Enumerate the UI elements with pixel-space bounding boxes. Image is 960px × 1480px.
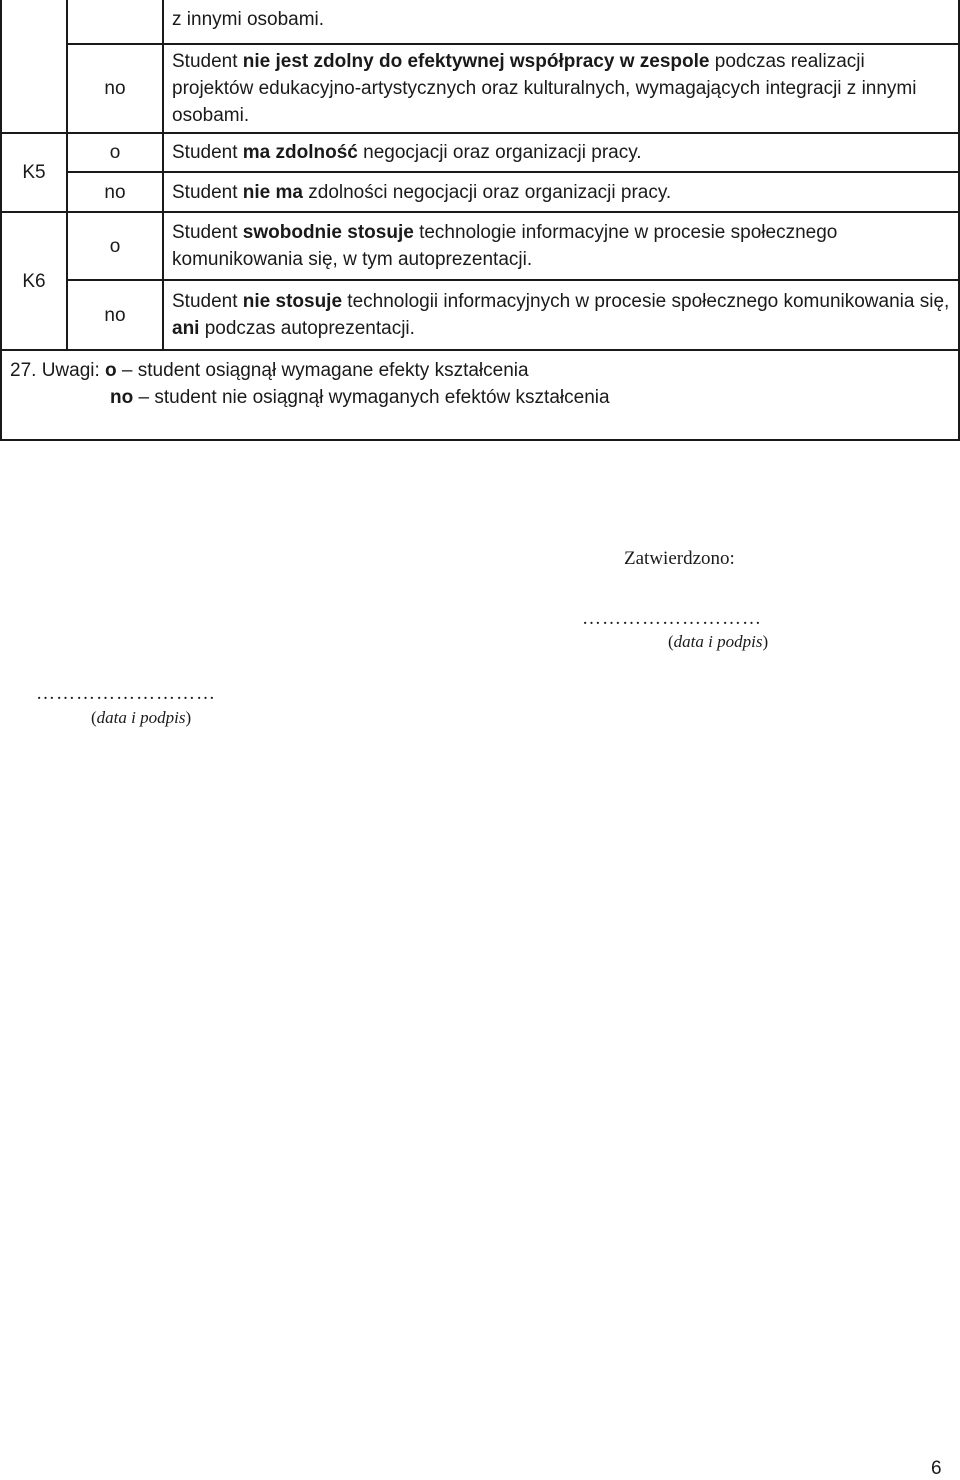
outcome-text: Student nie stosuje technologii informacyjnych w procesie społecznego komunikowania się, ani podczas autoprezentacji. bbox=[163, 280, 959, 350]
table-row bbox=[1, 0, 959, 44]
outcome-text: Student ma zdolność negocjacji oraz organizacji pracy. bbox=[163, 133, 959, 172]
approved-label: Zatwierdzono: bbox=[624, 548, 735, 569]
learning-outcomes-table bbox=[0, 0, 960, 441]
outcome-text: Student swobodnie stosuje technologie informacyjne w procesie społecznego komunikowania się, w tym autoprezentacji. bbox=[163, 212, 959, 280]
grade-cell: no bbox=[67, 44, 163, 133]
grade-cell bbox=[67, 0, 163, 44]
left-signature-caption: (data i podpis) bbox=[91, 708, 192, 727]
table-row bbox=[1, 172, 959, 212]
remarks-cell bbox=[1, 350, 959, 440]
grade-cell: o bbox=[67, 212, 163, 280]
remarks-line-passed: 27. Uwagi: o – student osiągnął wymagane efekty kształcenia bbox=[10, 360, 529, 381]
grade-cell: no bbox=[67, 172, 163, 212]
table-row bbox=[1, 44, 959, 133]
outcome-text: z innymi osobami. bbox=[163, 0, 959, 44]
outcome-text: Student nie jest zdolny do efektywnej współpracy w zespole podczas realizacji projektów edukacyjno-artystycznych oraz kulturalnych, wymagających integracji z innymi osobami. bbox=[163, 44, 959, 133]
table-row bbox=[1, 133, 959, 172]
table-row bbox=[1, 280, 959, 350]
approval-signature-caption: (data i podpis) bbox=[668, 632, 769, 651]
code-cell bbox=[1, 0, 67, 133]
remarks-line-failed: no – student nie osiągnął wymaganych efektów kształcenia bbox=[110, 387, 610, 408]
code-cell: K6 bbox=[1, 212, 67, 350]
page-number: 6 bbox=[931, 1458, 942, 1479]
approval-signature-line: ……………………… bbox=[582, 608, 762, 629]
table-row bbox=[1, 212, 959, 280]
left-signature-line: ……………………… bbox=[36, 683, 216, 704]
remarks-row bbox=[1, 350, 959, 440]
grade-cell: o bbox=[67, 133, 163, 172]
code-cell: K5 bbox=[1, 133, 67, 212]
outcome-text: Student nie ma zdolności negocjacji oraz organizacji pracy. bbox=[163, 172, 959, 212]
grade-cell: no bbox=[67, 280, 163, 350]
